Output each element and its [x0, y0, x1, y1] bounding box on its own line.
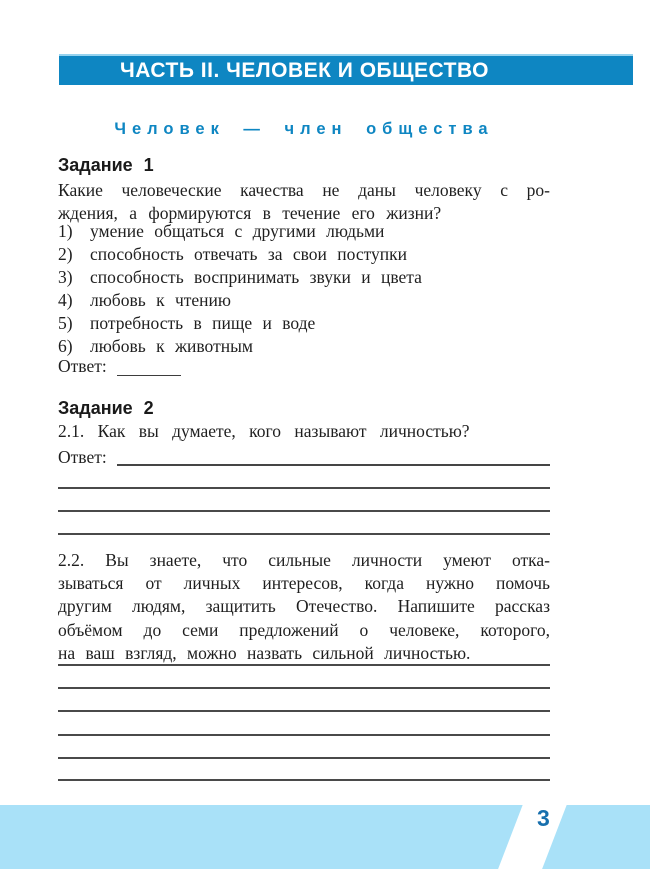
option-number: 2) — [58, 244, 73, 264]
answer-line — [58, 757, 550, 759]
option-item-5 — [58, 312, 550, 335]
option-text: умение общаться с другими людьми — [90, 221, 385, 241]
answer-line — [58, 487, 550, 489]
answer-line — [58, 510, 550, 512]
task1-question — [58, 179, 550, 225]
task1-answer-label: Ответ: — [58, 356, 107, 376]
task2-q21-answer-row — [58, 448, 550, 467]
answer-line — [58, 779, 550, 781]
option-text: любовь к животным — [90, 336, 253, 356]
answer-line — [58, 734, 550, 736]
footer-band — [0, 805, 650, 869]
task2-q22-paragraph — [58, 549, 550, 665]
task2-heading: Задание 2 — [58, 398, 154, 418]
option-text: любовь к чтению — [90, 290, 231, 310]
part-banner-title: ЧАСТЬ II. ЧЕЛОВЕК И ОБЩЕСТВО — [119, 59, 489, 82]
task2-q21-question: 2.1. Как вы думаете, кого называют личностью? — [58, 421, 470, 441]
option-number: 5) — [58, 313, 73, 333]
q22-line3: другим людям, защитить Отечество. Напишите рассказ — [58, 596, 550, 617]
option-number: 6) — [58, 336, 73, 356]
option-number: 1) — [58, 221, 73, 241]
option-text: потребность в пище и воде — [90, 313, 316, 333]
q22-line1: 2.2. Вы знаете, что сильные личности умеют отка- — [58, 550, 550, 570]
option-item-4 — [58, 289, 550, 312]
option-item-6 — [58, 335, 550, 358]
answer-line — [58, 710, 550, 712]
q22-line2: зываться от личных интересов, когда нужно помочь — [58, 573, 550, 594]
option-number: 3) — [58, 267, 73, 287]
q22-line5: на ваш взгляд, можно назвать сильной личностью. — [58, 642, 471, 663]
answer-line — [58, 687, 550, 689]
task1-answer-row — [58, 357, 550, 376]
chapter-title: Человек — член общества — [114, 120, 494, 138]
option-item-1 — [58, 220, 550, 243]
footer-diagonal-stripe — [495, 805, 569, 869]
task1-options — [58, 220, 550, 358]
option-item-2 — [58, 243, 550, 266]
task2-q21-answer-label: Ответ: — [58, 447, 107, 467]
option-item-3 — [58, 266, 550, 289]
task1-question-line2: ждения, а формируются в течение его жизни? — [58, 203, 442, 223]
task1-question-line1: Какие человеческие качества не даны человеку с ро- — [58, 180, 550, 200]
answer-line — [58, 533, 550, 535]
answer-line — [58, 664, 550, 666]
option-text: способность отвечать за свои поступки — [90, 244, 408, 264]
task1-answer-blank — [117, 360, 181, 376]
option-text: способность воспринимать звуки и цвета — [90, 267, 422, 287]
option-number: 4) — [58, 290, 73, 310]
q22-line4: объёмом до семи предложений о человеке, которого, — [58, 619, 550, 640]
task1-heading: Задание 1 — [58, 155, 154, 175]
part-banner — [59, 54, 633, 85]
page-number: 3 — [537, 805, 550, 831]
task2-q21-answer-blank — [117, 450, 550, 466]
